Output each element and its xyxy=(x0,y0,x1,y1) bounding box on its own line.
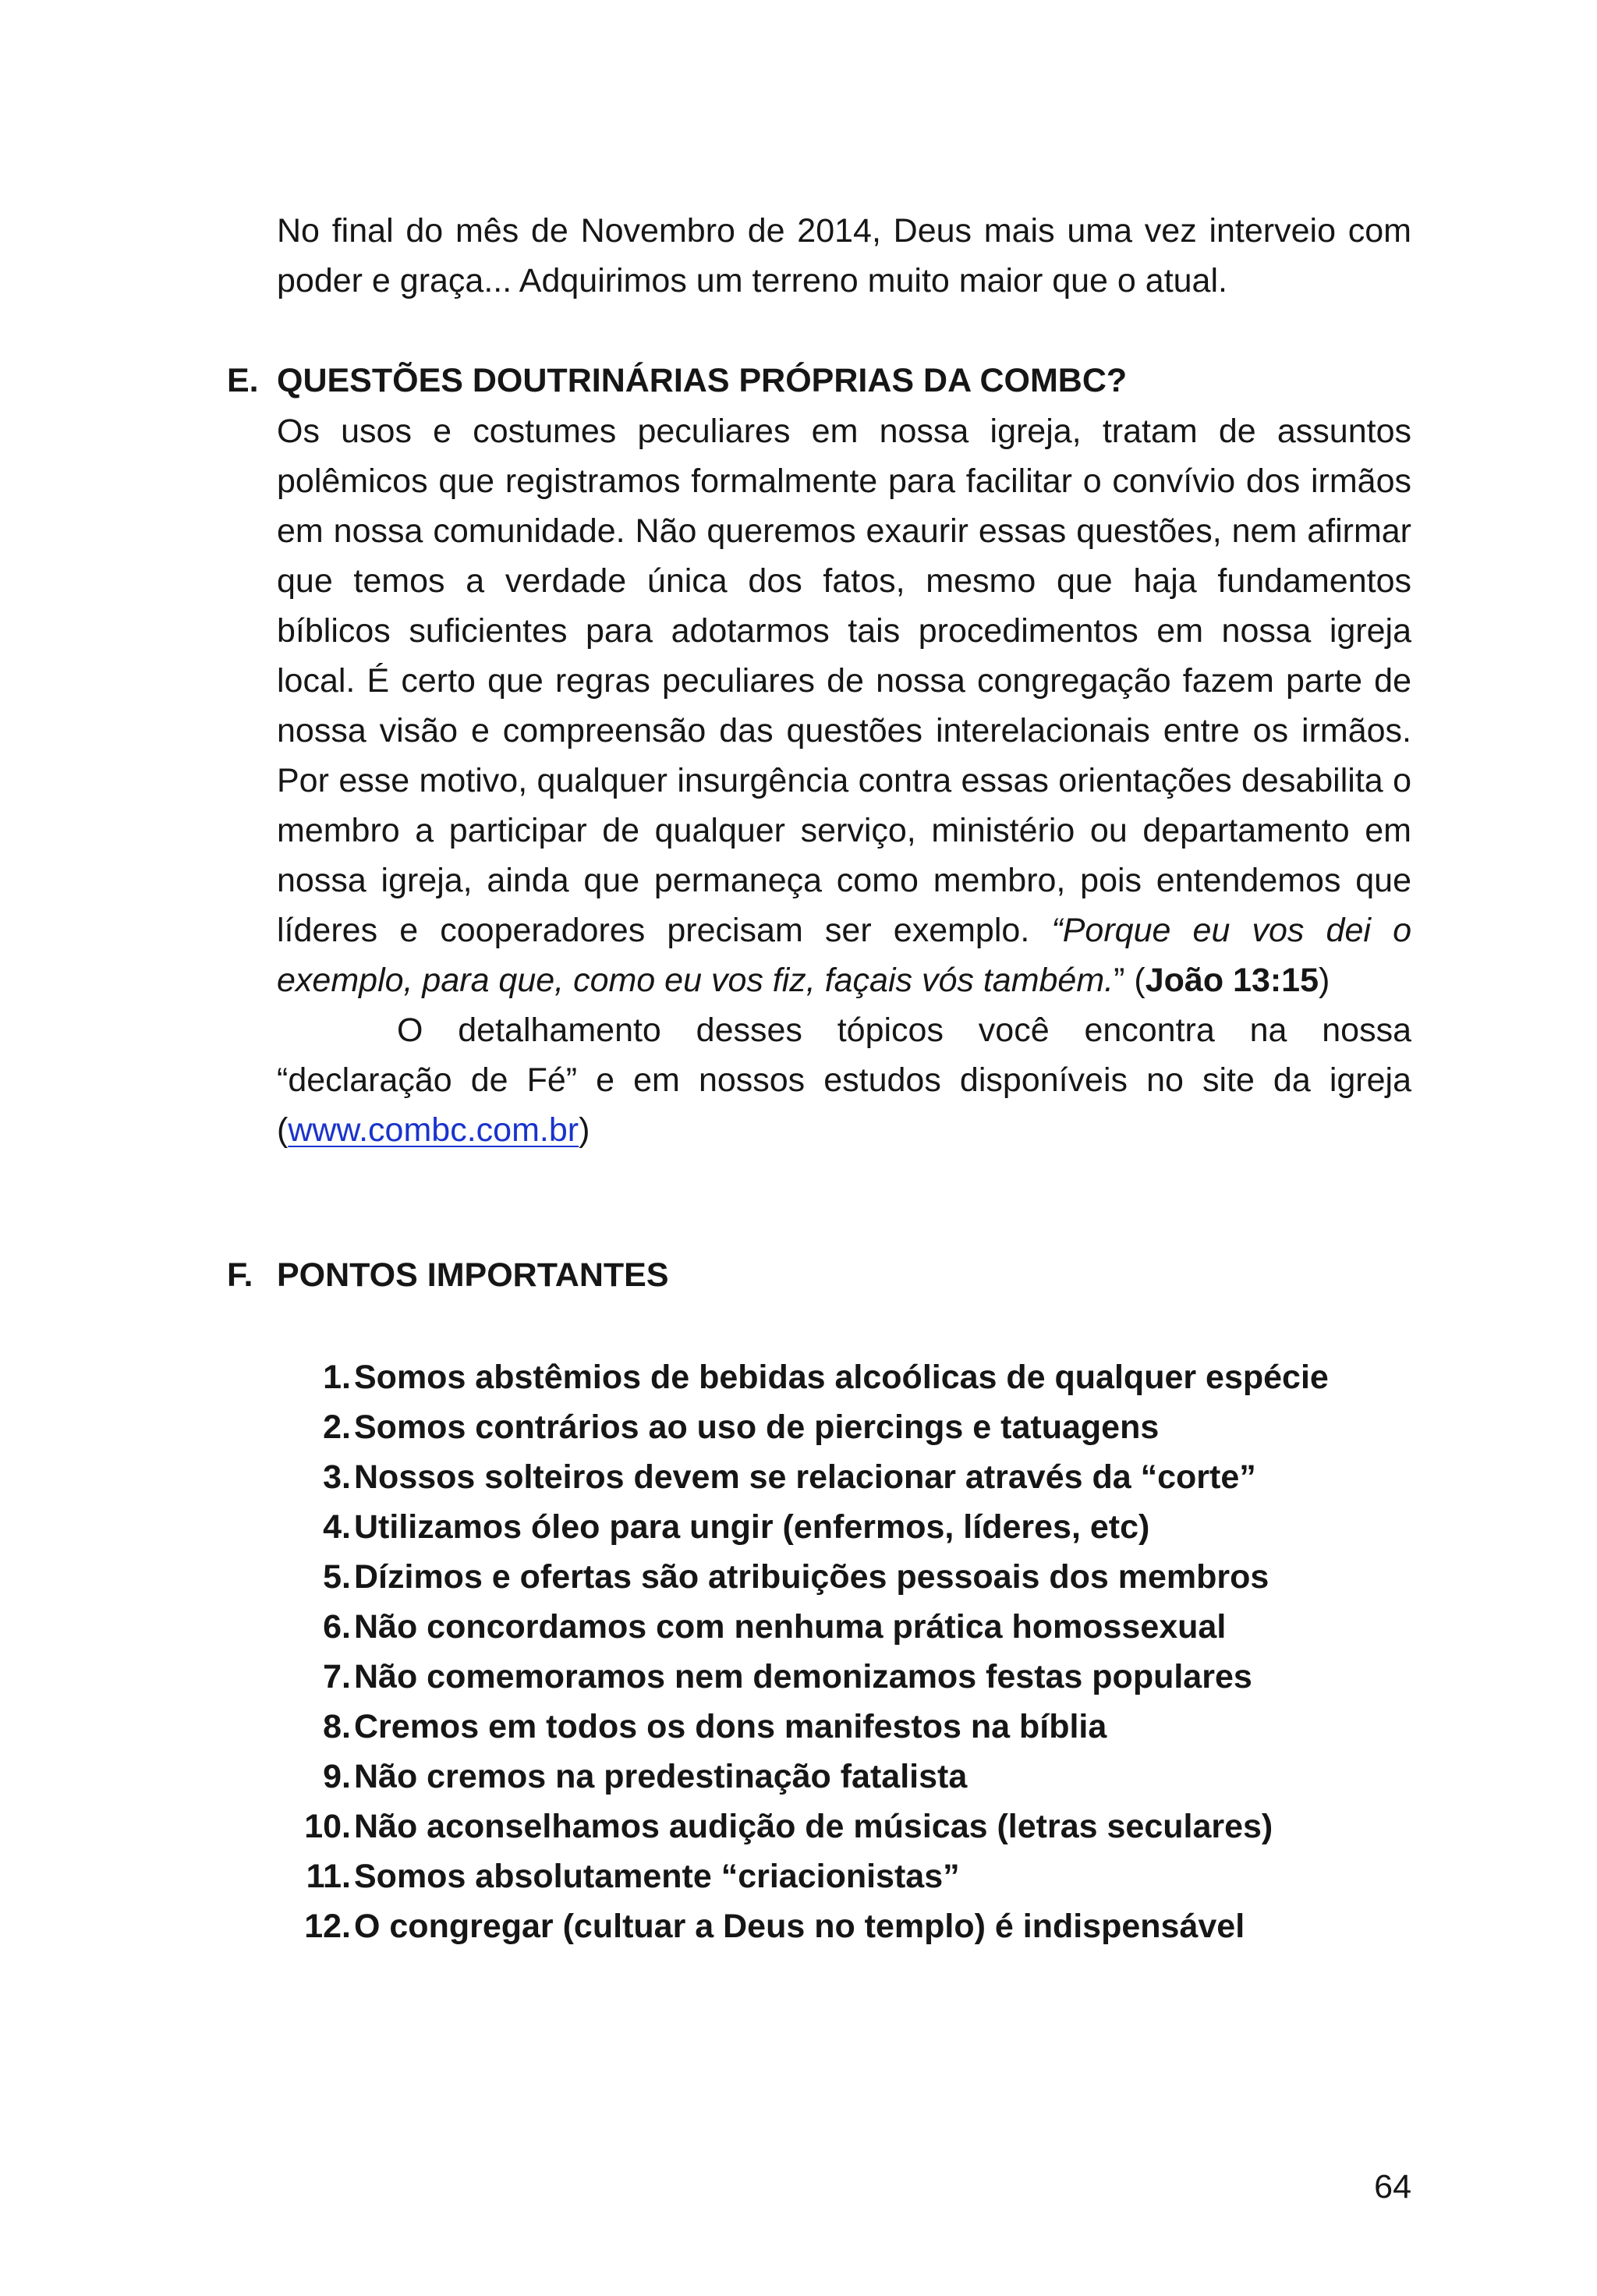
list-item-text: Somos absolutamente “criacionistas” xyxy=(354,1858,960,1895)
list-item xyxy=(298,1552,1436,1602)
section-e-paragraph-2 xyxy=(277,1005,1411,1155)
intro-paragraph: No final do mês de Novembro de 2014, Deus mais uma vez interveio com poder e graça... Adquirimos um terreno muito maior que o atual. xyxy=(277,212,1411,299)
bible-reference: João 13:15 xyxy=(1145,962,1319,999)
section-f-letter: F. xyxy=(227,1256,253,1294)
list-item xyxy=(298,1352,1436,1402)
list-item-text: Utilizamos óleo para ungir (enfermos, líderes, etc) xyxy=(354,1508,1150,1546)
list-item-text: Não cremos na predestinação fatalista xyxy=(354,1758,968,1795)
list-item xyxy=(298,1802,1436,1851)
list-item xyxy=(298,1702,1436,1752)
list-item-text: Não aconselhamos audição de músicas (letras seculares) xyxy=(354,1808,1273,1845)
section-e-paragraph-2-text: O detalhamento desses tópicos você encontra na nossa “declaração de Fé” e em nossos estudos disponíveis no site da igreja ( xyxy=(277,1012,1411,1149)
list-item-number: 9. xyxy=(323,1758,351,1795)
list-item xyxy=(298,1502,1436,1552)
list-item-text: Somos abstêmios de bebidas alcoólicas de qualquer espécie xyxy=(354,1359,1329,1396)
list-item-number: 7. xyxy=(323,1658,351,1695)
list-item-number: 4. xyxy=(323,1508,351,1546)
list-item-text: O congregar (cultuar a Deus no templo) é indispensável xyxy=(354,1908,1245,1945)
section-e-paragraph-1-text: Os usos e costumes peculiares em nossa igreja, tratam de assuntos polêmicos que registramos formalmente para facilitar o convívio dos irmãos em nossa comunidade. Não queremos exaurir essas questões, nem afirmar que temos a verdade única dos fatos, mesmo que haja fundamentos bíblicos suficientes para adotarmos tais procedimentos em nossa igreja local. É certo que regras peculiares de nossa congregação fazem parte de nossa visão e compreensão das questões interelacionais entre os irmãos. Por esse motivo, qualquer insurgência contra essas orientações desabilita o membro a participar de qualquer serviço, ministério ou departamento em nossa igreja, ainda que permaneça como membro, pois entendemos que líderes e cooperadores precisam ser exemplo. xyxy=(277,413,1411,949)
list-item xyxy=(298,1452,1436,1502)
page-number: 64 xyxy=(1374,2168,1411,2206)
list-item-number: 5. xyxy=(323,1558,351,1596)
reference-close: ) xyxy=(1319,962,1330,999)
list-item-number: 2. xyxy=(323,1408,351,1446)
section-e-paragraph-1 xyxy=(277,406,1411,1005)
section-e-heading xyxy=(227,356,1475,406)
section-f-heading xyxy=(227,1250,1475,1300)
list-item-number: 11. xyxy=(306,1858,351,1895)
section-e-title: QUESTÕES DOUTRINÁRIAS PRÓPRIAS DA COMBC? xyxy=(277,362,1128,399)
quote-close: ” ( xyxy=(1114,962,1146,999)
bible-quote: “Porque eu vos dei o exemplo, para que, como eu vos fiz, façais vós também. xyxy=(277,912,1411,999)
paragraph-2-close: ) xyxy=(579,1111,590,1149)
important-points-list xyxy=(298,1352,1436,1951)
list-item xyxy=(298,1652,1436,1702)
list-item-text: Nossos solteiros devem se relacionar através da “corte” xyxy=(354,1458,1256,1496)
list-item-text: Não concordamos com nenhuma prática homossexual xyxy=(354,1608,1227,1646)
list-item-text: Dízimos e ofertas são atribuições pessoais dos membros xyxy=(354,1558,1269,1596)
list-item xyxy=(298,1901,1436,1951)
list-item-text: Cremos em todos os dons manifestos na bíblia xyxy=(354,1708,1107,1745)
list-item-text: Não comemoramos nem demonizamos festas populares xyxy=(354,1658,1252,1695)
list-item xyxy=(298,1851,1436,1901)
list-item-number: 3. xyxy=(323,1458,351,1496)
list-item xyxy=(298,1602,1436,1652)
section-f-title: PONTOS IMPORTANTES xyxy=(277,1256,669,1294)
website-link[interactable]: www.combc.com.br xyxy=(288,1111,579,1149)
list-item-number: 10. xyxy=(304,1808,351,1845)
list-item-text: Somos contrários ao uso de piercings e tatuagens xyxy=(354,1408,1160,1446)
list-item-number: 8. xyxy=(323,1708,351,1745)
list-item-number: 12. xyxy=(304,1908,351,1945)
list-item-number: 1. xyxy=(323,1359,351,1396)
list-item xyxy=(298,1402,1436,1452)
list-item-number: 6. xyxy=(323,1608,351,1646)
section-e-letter: E. xyxy=(227,362,259,399)
list-item xyxy=(298,1752,1436,1802)
section-e-body xyxy=(277,406,1411,1155)
